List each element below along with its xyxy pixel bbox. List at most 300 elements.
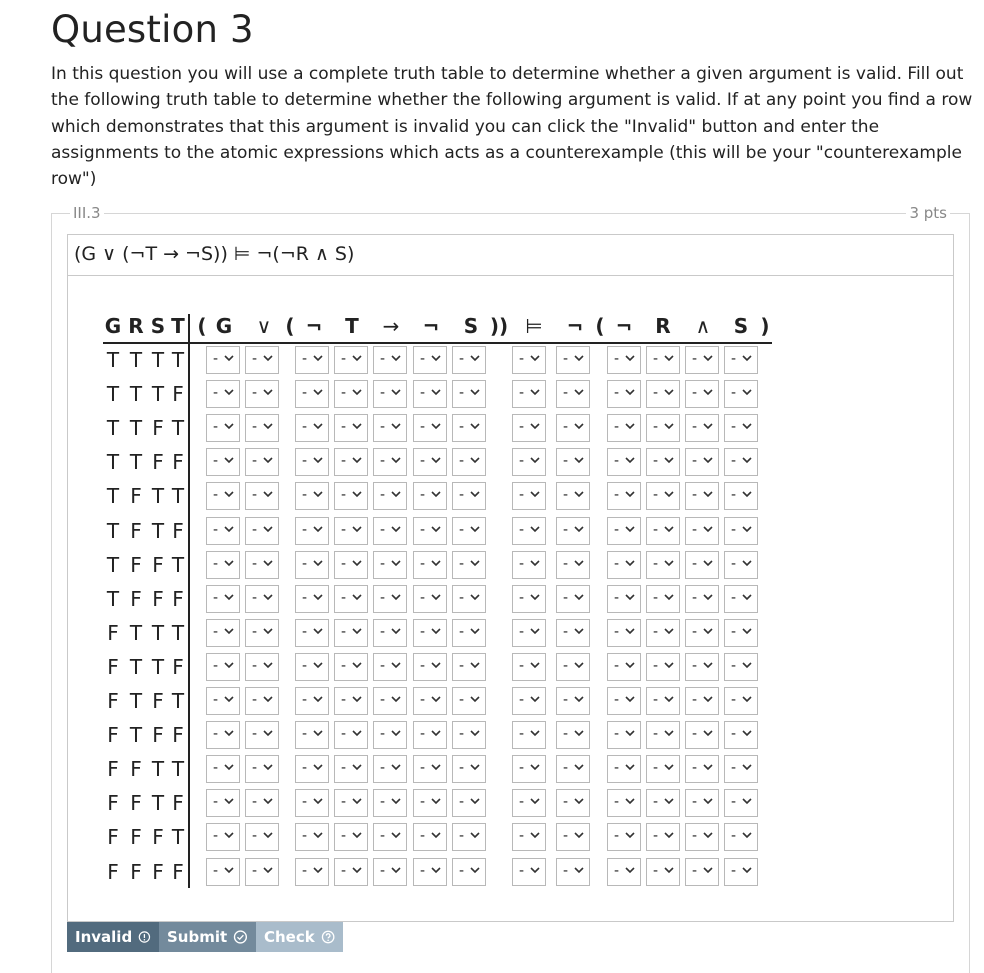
truth-value-dropdown[interactable] xyxy=(334,482,368,510)
truth-value-dropdown[interactable] xyxy=(206,858,240,886)
truth-value-dropdown[interactable] xyxy=(295,448,329,476)
truth-value-dropdown[interactable] xyxy=(245,619,279,647)
dropdown-value: - xyxy=(420,760,426,777)
truth-value-dropdown[interactable] xyxy=(206,414,240,442)
truth-value-dropdown[interactable] xyxy=(245,380,279,408)
chevron-down-icon xyxy=(430,523,442,535)
truth-value-dropdown[interactable] xyxy=(206,687,240,715)
truth-value-dropdown[interactable] xyxy=(607,789,641,817)
chevron-down-icon xyxy=(262,488,274,500)
truth-value-dropdown[interactable] xyxy=(206,721,240,749)
dropdown-value: - xyxy=(519,589,525,606)
truth-value-dropdown[interactable] xyxy=(646,721,680,749)
dropdown-value: - xyxy=(459,385,465,402)
truth-value-dropdown[interactable] xyxy=(607,585,641,613)
truth-value-dropdown[interactable] xyxy=(512,687,546,715)
chevron-down-icon xyxy=(351,420,363,432)
truth-value-dropdown[interactable] xyxy=(724,448,758,476)
truth-value-dropdown[interactable] xyxy=(373,721,407,749)
truth-value-dropdown[interactable] xyxy=(556,653,590,681)
truth-value-dropdown[interactable] xyxy=(245,755,279,783)
truth-value-dropdown[interactable] xyxy=(334,653,368,681)
truth-value-cell: T xyxy=(151,654,165,679)
truth-value-dropdown[interactable] xyxy=(334,517,368,545)
truth-value-dropdown[interactable] xyxy=(556,448,590,476)
truth-value-dropdown[interactable] xyxy=(373,551,407,579)
truth-value-dropdown[interactable] xyxy=(334,721,368,749)
truth-value-dropdown[interactable] xyxy=(413,551,447,579)
truth-value-dropdown[interactable] xyxy=(685,448,719,476)
truth-value-dropdown[interactable] xyxy=(206,346,240,374)
chevron-down-icon xyxy=(390,727,402,739)
truth-value-dropdown[interactable] xyxy=(295,414,329,442)
truth-value-dropdown[interactable] xyxy=(646,346,680,374)
truth-value-dropdown[interactable] xyxy=(452,414,486,442)
truth-value-dropdown[interactable] xyxy=(556,414,590,442)
truth-value-dropdown[interactable] xyxy=(413,721,447,749)
truth-value-dropdown[interactable] xyxy=(245,687,279,715)
truth-value-dropdown[interactable] xyxy=(607,755,641,783)
truth-value-dropdown[interactable] xyxy=(512,585,546,613)
truth-value-dropdown[interactable] xyxy=(245,721,279,749)
chevron-down-icon xyxy=(741,829,753,841)
truth-value-dropdown[interactable] xyxy=(607,414,641,442)
truth-value-dropdown[interactable] xyxy=(245,551,279,579)
truth-value-dropdown[interactable] xyxy=(452,653,486,681)
truth-value-dropdown[interactable] xyxy=(373,517,407,545)
truth-value-dropdown[interactable] xyxy=(607,687,641,715)
truth-value-dropdown[interactable] xyxy=(685,687,719,715)
dropdown-value: - xyxy=(563,794,569,811)
truth-value-dropdown[interactable] xyxy=(512,448,546,476)
truth-value-dropdown[interactable] xyxy=(646,585,680,613)
truth-value-dropdown[interactable] xyxy=(685,619,719,647)
chevron-down-icon xyxy=(624,420,636,432)
truth-value-dropdown[interactable] xyxy=(413,346,447,374)
truth-value-dropdown[interactable] xyxy=(607,721,641,749)
truth-value-dropdown[interactable] xyxy=(556,721,590,749)
truth-value-dropdown[interactable] xyxy=(413,414,447,442)
truth-value-dropdown[interactable] xyxy=(295,482,329,510)
dropdown-value: - xyxy=(692,487,698,504)
truth-value-dropdown[interactable] xyxy=(646,653,680,681)
truth-value-dropdown[interactable] xyxy=(607,653,641,681)
truth-value-dropdown[interactable] xyxy=(685,823,719,851)
truth-value-dropdown[interactable] xyxy=(556,789,590,817)
dropdown-value: - xyxy=(380,385,386,402)
truth-value-dropdown[interactable] xyxy=(413,517,447,545)
truth-value-dropdown[interactable] xyxy=(607,448,641,476)
truth-value-dropdown[interactable] xyxy=(685,380,719,408)
truth-value-dropdown[interactable] xyxy=(206,653,240,681)
truth-value-dropdown[interactable] xyxy=(685,585,719,613)
truth-value-dropdown[interactable] xyxy=(373,858,407,886)
dropdown-value: - xyxy=(420,351,426,367)
chevron-down-icon xyxy=(469,693,481,705)
dropdown-value: - xyxy=(692,726,698,743)
truth-value-dropdown[interactable] xyxy=(724,858,758,886)
truth-value-dropdown[interactable] xyxy=(556,755,590,783)
truth-value-dropdown[interactable] xyxy=(452,517,486,545)
truth-value-dropdown[interactable] xyxy=(413,755,447,783)
chevron-down-icon xyxy=(573,352,585,364)
truth-value-dropdown[interactable] xyxy=(556,619,590,647)
chevron-down-icon xyxy=(469,352,481,364)
check-label: Check xyxy=(264,928,315,946)
dropdown-value: - xyxy=(213,487,219,504)
truth-value-cell: F xyxy=(130,518,142,543)
truth-value-dropdown[interactable] xyxy=(295,858,329,886)
truth-value-dropdown[interactable] xyxy=(512,789,546,817)
truth-value-dropdown[interactable] xyxy=(646,482,680,510)
truth-value-dropdown[interactable] xyxy=(295,721,329,749)
truth-value-dropdown[interactable] xyxy=(556,551,590,579)
truth-value-dropdown[interactable] xyxy=(206,551,240,579)
truth-value-dropdown[interactable] xyxy=(245,789,279,817)
truth-value-dropdown[interactable] xyxy=(512,346,546,374)
truth-value-dropdown[interactable] xyxy=(724,687,758,715)
truth-value-dropdown[interactable] xyxy=(512,380,546,408)
chevron-down-icon xyxy=(262,693,274,705)
truth-value-dropdown[interactable] xyxy=(245,823,279,851)
truth-value-dropdown[interactable] xyxy=(512,414,546,442)
truth-value-dropdown[interactable] xyxy=(413,653,447,681)
atom-header-g: G xyxy=(104,314,122,338)
truth-value-dropdown[interactable] xyxy=(512,551,546,579)
truth-value-dropdown[interactable] xyxy=(512,755,546,783)
submit-button[interactable] xyxy=(159,922,256,952)
truth-value-dropdown[interactable] xyxy=(724,585,758,613)
truth-value-dropdown[interactable] xyxy=(685,755,719,783)
truth-value-dropdown[interactable] xyxy=(413,789,447,817)
truth-value-dropdown[interactable] xyxy=(334,858,368,886)
chevron-down-icon xyxy=(390,625,402,637)
truth-value-dropdown[interactable] xyxy=(295,789,329,817)
truth-value-dropdown[interactable] xyxy=(373,448,407,476)
truth-value-dropdown[interactable] xyxy=(334,687,368,715)
chevron-down-icon xyxy=(430,488,442,500)
truth-value-dropdown[interactable] xyxy=(646,687,680,715)
chevron-down-icon xyxy=(223,488,235,500)
truth-value-dropdown[interactable] xyxy=(452,823,486,851)
truth-value-cell: T xyxy=(151,791,165,816)
truth-value-dropdown[interactable] xyxy=(685,789,719,817)
truth-value-cell: F xyxy=(107,689,119,713)
truth-value-dropdown[interactable] xyxy=(206,755,240,783)
truth-value-dropdown[interactable] xyxy=(452,448,486,476)
chevron-down-icon xyxy=(624,591,636,603)
chevron-down-icon xyxy=(741,795,753,807)
chevron-down-icon xyxy=(390,591,402,603)
truth-value-dropdown[interactable] xyxy=(685,653,719,681)
truth-value-dropdown[interactable] xyxy=(373,653,407,681)
truth-value-dropdown[interactable] xyxy=(452,858,486,886)
truth-value-dropdown[interactable] xyxy=(334,551,368,579)
truth-value-dropdown[interactable] xyxy=(295,517,329,545)
dropdown-value: - xyxy=(692,862,698,879)
truth-value-dropdown[interactable] xyxy=(295,346,329,374)
truth-value-dropdown[interactable] xyxy=(724,551,758,579)
truth-value-dropdown[interactable] xyxy=(373,619,407,647)
truth-value-dropdown[interactable] xyxy=(413,380,447,408)
truth-value-dropdown[interactable] xyxy=(646,755,680,783)
truth-value-dropdown[interactable] xyxy=(373,414,407,442)
truth-value-dropdown[interactable] xyxy=(724,823,758,851)
truth-value-cell: T xyxy=(129,689,143,713)
dropdown-value: - xyxy=(731,385,737,402)
truth-value-dropdown[interactable] xyxy=(295,380,329,408)
truth-value-dropdown[interactable] xyxy=(334,789,368,817)
truth-value-cell: F xyxy=(130,859,142,884)
truth-value-dropdown[interactable] xyxy=(685,346,719,374)
truth-value-dropdown[interactable] xyxy=(206,823,240,851)
dropdown-value: - xyxy=(213,862,219,879)
truth-value-dropdown[interactable] xyxy=(607,380,641,408)
truth-value-dropdown[interactable] xyxy=(556,823,590,851)
chevron-down-icon xyxy=(469,523,481,535)
chevron-down-icon xyxy=(573,761,585,773)
truth-value-cell: F xyxy=(152,552,164,577)
dropdown-value: - xyxy=(653,589,659,606)
truth-value-dropdown[interactable] xyxy=(452,380,486,408)
truth-value-dropdown[interactable] xyxy=(206,380,240,408)
chevron-down-icon xyxy=(312,693,324,705)
truth-value-dropdown[interactable] xyxy=(512,619,546,647)
truth-value-dropdown[interactable] xyxy=(334,585,368,613)
truth-value-dropdown[interactable] xyxy=(607,858,641,886)
dropdown-value: - xyxy=(252,862,258,879)
truth-value-dropdown[interactable] xyxy=(646,380,680,408)
help-circle-icon xyxy=(321,928,335,946)
dropdown-value: - xyxy=(563,623,569,640)
truth-value-dropdown[interactable] xyxy=(724,482,758,510)
truth-value-dropdown[interactable] xyxy=(452,789,486,817)
truth-value-dropdown[interactable] xyxy=(646,823,680,851)
truth-value-dropdown[interactable] xyxy=(373,789,407,817)
truth-value-dropdown[interactable] xyxy=(685,858,719,886)
chevron-down-icon xyxy=(529,795,541,807)
chevron-down-icon xyxy=(529,454,541,466)
truth-value-dropdown[interactable] xyxy=(245,653,279,681)
chevron-down-icon xyxy=(741,488,753,500)
chevron-down-icon xyxy=(469,386,481,398)
truth-value-dropdown[interactable] xyxy=(295,551,329,579)
truth-value-dropdown[interactable] xyxy=(206,448,240,476)
truth-value-dropdown[interactable] xyxy=(206,619,240,647)
truth-value-dropdown[interactable] xyxy=(373,482,407,510)
truth-value-dropdown[interactable] xyxy=(646,414,680,442)
truth-value-dropdown[interactable] xyxy=(646,448,680,476)
truth-value-dropdown[interactable] xyxy=(685,551,719,579)
truth-value-dropdown[interactable] xyxy=(334,823,368,851)
truth-value-cell: F xyxy=(152,859,164,884)
chevron-down-icon xyxy=(223,591,235,603)
question-description: In this question you will use a complete truth table to determine whether a given argument is valid. Fill out the following truth table to determine whether the following argument is valid. If at any point you find a row which demonstrates that this argument is invalid you can click the "Invalid" button and enter the assignments to the atomic expressions which acts as a counterexample (this will be your "counterexample row") xyxy=(51,64,973,190)
truth-value-dropdown[interactable] xyxy=(373,687,407,715)
dropdown-value: - xyxy=(341,794,347,811)
truth-value-dropdown[interactable] xyxy=(334,346,368,374)
truth-value-dropdown[interactable] xyxy=(295,653,329,681)
truth-value-dropdown[interactable] xyxy=(373,346,407,374)
truth-value-cell: T xyxy=(171,825,185,850)
truth-value-dropdown[interactable] xyxy=(607,517,641,545)
chevron-down-icon xyxy=(223,829,235,841)
truth-value-dropdown[interactable] xyxy=(556,517,590,545)
truth-value-dropdown[interactable] xyxy=(452,721,486,749)
truth-value-dropdown[interactable] xyxy=(295,687,329,715)
truth-value-dropdown[interactable] xyxy=(512,653,546,681)
truth-value-dropdown[interactable] xyxy=(685,482,719,510)
truth-value-dropdown[interactable] xyxy=(245,858,279,886)
truth-value-dropdown[interactable] xyxy=(724,619,758,647)
truth-value-dropdown[interactable] xyxy=(206,517,240,545)
truth-value-dropdown[interactable] xyxy=(334,619,368,647)
truth-value-dropdown[interactable] xyxy=(452,346,486,374)
truth-value-dropdown[interactable] xyxy=(245,585,279,613)
truth-value-dropdown[interactable] xyxy=(334,380,368,408)
truth-value-dropdown[interactable] xyxy=(646,789,680,817)
chevron-down-icon xyxy=(430,864,442,876)
chevron-down-icon xyxy=(573,829,585,841)
truth-value-dropdown[interactable] xyxy=(685,721,719,749)
truth-value-dropdown[interactable] xyxy=(724,414,758,442)
truth-value-dropdown[interactable] xyxy=(245,414,279,442)
truth-value-dropdown[interactable] xyxy=(245,346,279,374)
dropdown-value: - xyxy=(563,657,569,674)
truth-value-dropdown[interactable] xyxy=(724,755,758,783)
truth-value-dropdown[interactable] xyxy=(607,346,641,374)
truth-value-dropdown[interactable] xyxy=(413,619,447,647)
truth-value-dropdown[interactable] xyxy=(413,858,447,886)
truth-value-dropdown[interactable] xyxy=(245,517,279,545)
truth-value-dropdown[interactable] xyxy=(556,346,590,374)
truth-value-dropdown[interactable] xyxy=(452,687,486,715)
truth-value-dropdown[interactable] xyxy=(556,858,590,886)
truth-value-dropdown[interactable] xyxy=(206,482,240,510)
truth-value-dropdown[interactable] xyxy=(512,482,546,510)
truth-value-dropdown[interactable] xyxy=(334,755,368,783)
truth-value-dropdown[interactable] xyxy=(373,755,407,783)
truth-value-dropdown[interactable] xyxy=(512,823,546,851)
dropdown-value: - xyxy=(459,828,465,845)
chevron-down-icon xyxy=(430,625,442,637)
truth-value-dropdown[interactable] xyxy=(245,482,279,510)
dropdown-value: - xyxy=(302,453,308,470)
chevron-down-icon xyxy=(351,727,363,739)
truth-value-dropdown[interactable] xyxy=(646,858,680,886)
chevron-down-icon xyxy=(390,659,402,671)
dropdown-value: - xyxy=(614,623,620,640)
truth-value-cell: F xyxy=(130,825,142,850)
dropdown-value: - xyxy=(341,657,347,674)
truth-value-dropdown[interactable] xyxy=(334,414,368,442)
truth-value-dropdown[interactable] xyxy=(512,721,546,749)
truth-value-dropdown[interactable] xyxy=(724,721,758,749)
dropdown-value: - xyxy=(614,862,620,879)
chevron-down-icon xyxy=(702,591,714,603)
dropdown-value: - xyxy=(653,453,659,470)
truth-value-dropdown[interactable] xyxy=(413,687,447,715)
submit-label: Submit xyxy=(167,928,228,946)
truth-value-dropdown[interactable] xyxy=(206,585,240,613)
chevron-down-icon xyxy=(624,488,636,500)
chevron-down-icon xyxy=(624,625,636,637)
truth-value-dropdown[interactable] xyxy=(724,346,758,374)
chevron-down-icon xyxy=(430,454,442,466)
dropdown-value: - xyxy=(380,351,386,367)
dropdown-value: - xyxy=(302,692,308,708)
truth-value-dropdown[interactable] xyxy=(607,823,641,851)
truth-value-dropdown[interactable] xyxy=(646,619,680,647)
truth-value-dropdown[interactable] xyxy=(452,755,486,783)
truth-value-dropdown[interactable] xyxy=(452,619,486,647)
truth-value-dropdown[interactable] xyxy=(452,482,486,510)
truth-value-dropdown[interactable] xyxy=(373,823,407,851)
check-button[interactable] xyxy=(256,922,343,952)
truth-value-dropdown[interactable] xyxy=(512,858,546,886)
truth-value-dropdown[interactable] xyxy=(556,482,590,510)
truth-value-dropdown[interactable] xyxy=(206,789,240,817)
dropdown-value: - xyxy=(252,385,258,402)
chevron-down-icon xyxy=(529,523,541,535)
chevron-down-icon xyxy=(312,761,324,773)
truth-value-dropdown[interactable] xyxy=(413,482,447,510)
truth-value-dropdown[interactable] xyxy=(724,789,758,817)
chevron-down-icon xyxy=(223,386,235,398)
truth-value-dropdown[interactable] xyxy=(556,585,590,613)
truth-value-dropdown[interactable] xyxy=(724,517,758,545)
truth-value-dropdown[interactable] xyxy=(373,380,407,408)
truth-value-dropdown[interactable] xyxy=(556,380,590,408)
truth-value-dropdown[interactable] xyxy=(646,517,680,545)
truth-value-dropdown[interactable] xyxy=(607,482,641,510)
chevron-down-icon xyxy=(469,454,481,466)
truth-value-dropdown[interactable] xyxy=(295,585,329,613)
truth-value-dropdown[interactable] xyxy=(724,653,758,681)
truth-value-cell: T xyxy=(129,348,143,372)
truth-value-dropdown[interactable] xyxy=(295,823,329,851)
truth-value-dropdown[interactable] xyxy=(373,585,407,613)
truth-value-dropdown[interactable] xyxy=(512,517,546,545)
truth-value-dropdown[interactable] xyxy=(334,448,368,476)
chevron-down-icon xyxy=(741,761,753,773)
truth-value-dropdown[interactable] xyxy=(685,414,719,442)
chevron-down-icon xyxy=(529,829,541,841)
truth-value-dropdown[interactable] xyxy=(452,551,486,579)
truth-value-dropdown[interactable] xyxy=(452,585,486,613)
invalid-button[interactable] xyxy=(67,922,159,952)
truth-value-dropdown[interactable] xyxy=(413,585,447,613)
truth-value-dropdown[interactable] xyxy=(245,448,279,476)
truth-value-dropdown[interactable] xyxy=(413,448,447,476)
truth-value-dropdown[interactable] xyxy=(607,619,641,647)
truth-value-dropdown[interactable] xyxy=(295,755,329,783)
truth-value-dropdown[interactable] xyxy=(295,619,329,647)
truth-value-dropdown[interactable] xyxy=(413,823,447,851)
chevron-down-icon xyxy=(262,420,274,432)
truth-value-dropdown[interactable] xyxy=(685,517,719,545)
chevron-down-icon xyxy=(262,454,274,466)
chevron-down-icon xyxy=(430,591,442,603)
truth-value-dropdown[interactable] xyxy=(556,687,590,715)
chevron-down-icon xyxy=(312,386,324,398)
chevron-down-icon xyxy=(469,420,481,432)
truth-value-dropdown[interactable] xyxy=(646,551,680,579)
dropdown-value: - xyxy=(614,760,620,777)
truth-value-dropdown[interactable] xyxy=(607,551,641,579)
truth-value-dropdown[interactable] xyxy=(724,380,758,408)
chevron-down-icon xyxy=(390,829,402,841)
